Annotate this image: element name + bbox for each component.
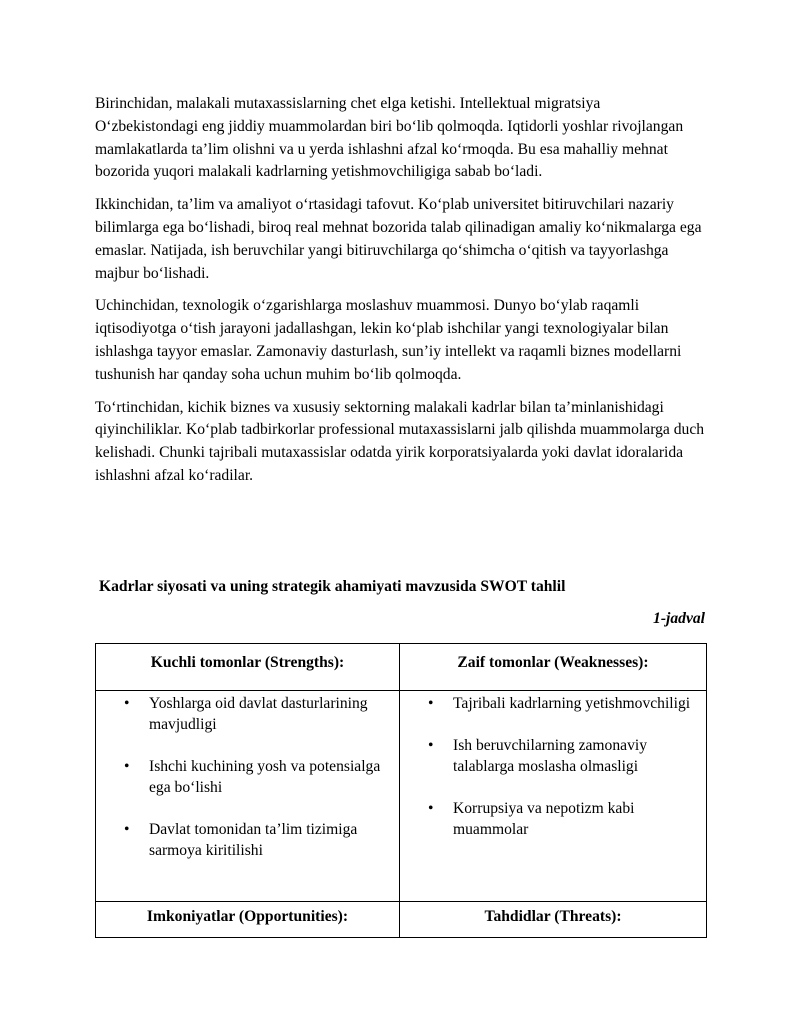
- list-item: [400, 798, 706, 840]
- strength-text: Ishchi kuchining yosh va potensialga ega bo‘lishi: [149, 758, 381, 796]
- paragraph-second: Ikkinchidan, ta’lim va amaliyot o‘rtasidagi tafovut. Ko‘plab universitet bitiruvchilari nazariy bilimlarga ega bo‘lishadi, biroq real mehnat bozorida talab qilinadigan amaliy ko‘nikmalarga ega emaslar. Natijada, ish beruvchilar yangi bitiruvchilarga qo‘shimcha o‘qitish va tayyorlashga majbur bo‘lishadi.: [95, 196, 702, 282]
- strengths-header-cell: [96, 644, 400, 691]
- paragraph-fourth: To‘rtinchidan, kichik biznes va xususiy sektorning malakali kadrlar bilan ta’minlanishidagi qiyinchiliklar. Ko‘plab tadbirkorlar professional mutaxassislarni jalb qilishda muammolarga duch kelishadi. Chunki tajribali mutaxassislar odatda yirik korporatsiyalarda yoki davlat idoralarida ishlashni afzal ko‘radilar.: [95, 398, 705, 484]
- weaknesses-header: Zaif tomonlar (Weaknesses):: [457, 653, 649, 671]
- bullet-icon: •: [428, 695, 434, 712]
- paragraph-third: Uchinchidan, texnologik o‘zgarishlarga moslashuv muammosi. Dunyo bo‘ylab raqamli iqtisodiyotga o‘tish jarayoni jadallashgan, lekin ko‘plab ishchilar yangi texnologiyalar bilan ishlashga tayyor emaslar. Zamonaviy dasturlash, sun’iy intellekt va raqamli biznes modellarni tushunish har qanday soha uchun muhim bo‘lib qolmoqda.: [95, 297, 682, 383]
- list-item: [96, 756, 399, 798]
- bullet-icon: •: [124, 821, 130, 838]
- swot-table: [95, 643, 707, 938]
- table-label: 1-jadval: [653, 610, 705, 627]
- strengths-list: [96, 693, 399, 861]
- opportunities-header: Imkoniyatlar (Opportunities):: [146, 908, 349, 925]
- weaknesses-header-cell: [400, 644, 707, 691]
- weakness-text: Ish beruvchilarning zamonaviy talablarga moslasha olmasligi: [453, 737, 647, 775]
- swot-footer-row: [96, 902, 707, 938]
- list-item: [400, 693, 706, 714]
- list-item: [96, 693, 399, 735]
- weakness-text: Korrupsiya va nepotizm kabi muammolar: [453, 800, 635, 838]
- bullet-icon: •: [428, 800, 434, 817]
- strengths-cell: [96, 691, 400, 902]
- weaknesses-list: [400, 693, 706, 840]
- strength-text: Yoshlarga oid davlat dasturlarining mavjudligi: [149, 695, 368, 733]
- document-body: [95, 93, 707, 498]
- strengths-header: Kuchli tomonlar (Strengths):: [150, 653, 345, 671]
- threats-header-cell: [400, 902, 707, 938]
- swot-header-row: [96, 644, 707, 691]
- weakness-text: Tajribali kadrlarning yetishmovchiligi: [453, 695, 691, 712]
- swot-body-row: [96, 691, 707, 902]
- section-title: Kadrlar siyosati va uning strategik ahamiyati mavzusida SWOT tahlil: [99, 578, 566, 595]
- list-item: [96, 819, 399, 861]
- opportunities-header-cell: [96, 902, 400, 938]
- bullet-icon: •: [428, 737, 434, 754]
- list-item: [400, 735, 706, 777]
- bullet-icon: •: [124, 695, 130, 712]
- paragraph-first: Birinchidan, malakali mutaxassislarning chet elga ketishi. Intellektual migratsiya O‘zbekistondagi eng jiddiy muammolardan biri bo‘lib qolmoqda. Iqtidorli yoshlar rivojlangan mamlakatlarda ta’lim olishni va u yerda ishlashni afzal ko‘rmoqda. Bu esa mahalliy mehnat bozorida yuqori malakali kadrlarning yetishmovchiligiga sabab bo‘ladi.: [95, 95, 684, 181]
- bullet-icon: •: [124, 758, 130, 775]
- threats-header: Tahdidlar (Threats):: [484, 908, 622, 925]
- weaknesses-cell: [400, 691, 707, 902]
- strength-text: Davlat tomonidan ta’lim tizimiga sarmoya kiritilishi: [149, 821, 358, 859]
